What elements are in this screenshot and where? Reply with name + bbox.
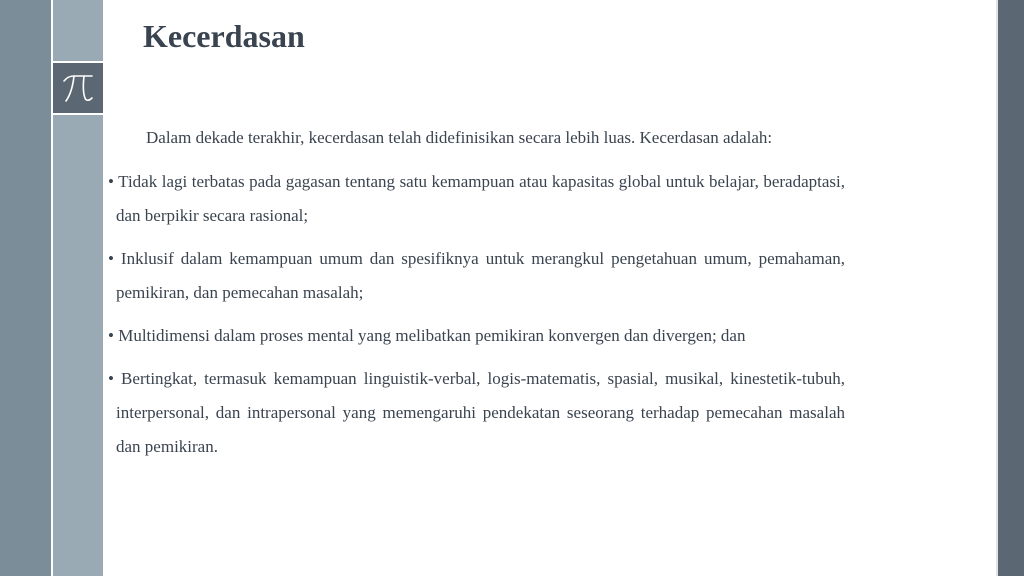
bullet-item: • Tidak lagi terbatas pada gagasan tentang satu kemampuan atau kapasitas global untuk belajar, beradaptasi, dan berpikir secara rasional; (108, 172, 845, 225)
bullet-item: • Bertingkat, termasuk kemampuan linguistik-verbal, logis-matematis, spasial, musikal, kinestetik-tubuh, interpersonal, dan intrapersonal yang memengaruhi pendekatan seseorang terhadap pemecahan masalah dan pemikiran. (108, 369, 845, 456)
right-sidebar (998, 0, 1024, 576)
left-sidebar-dark (0, 0, 51, 576)
slide-body (108, 121, 845, 473)
pi-icon (61, 73, 95, 103)
intro-paragraph: Dalam dekade terakhir, kecerdasan telah didefinisikan secara lebih luas. Kecerdasan adalah: (146, 128, 773, 147)
pi-icon-box (53, 61, 103, 115)
bullet-item: • Inklusif dalam kemampuan umum dan spesifiknya untuk merangkul pengetahuan umum, pemahaman, pemikiran, dan pemecahan masalah; (108, 249, 845, 302)
bullet-item: • Multidimensi dalam proses mental yang melibatkan pemikiran konvergen dan divergen; dan (108, 326, 746, 345)
slide-title: Kecerdasan (143, 18, 305, 54)
